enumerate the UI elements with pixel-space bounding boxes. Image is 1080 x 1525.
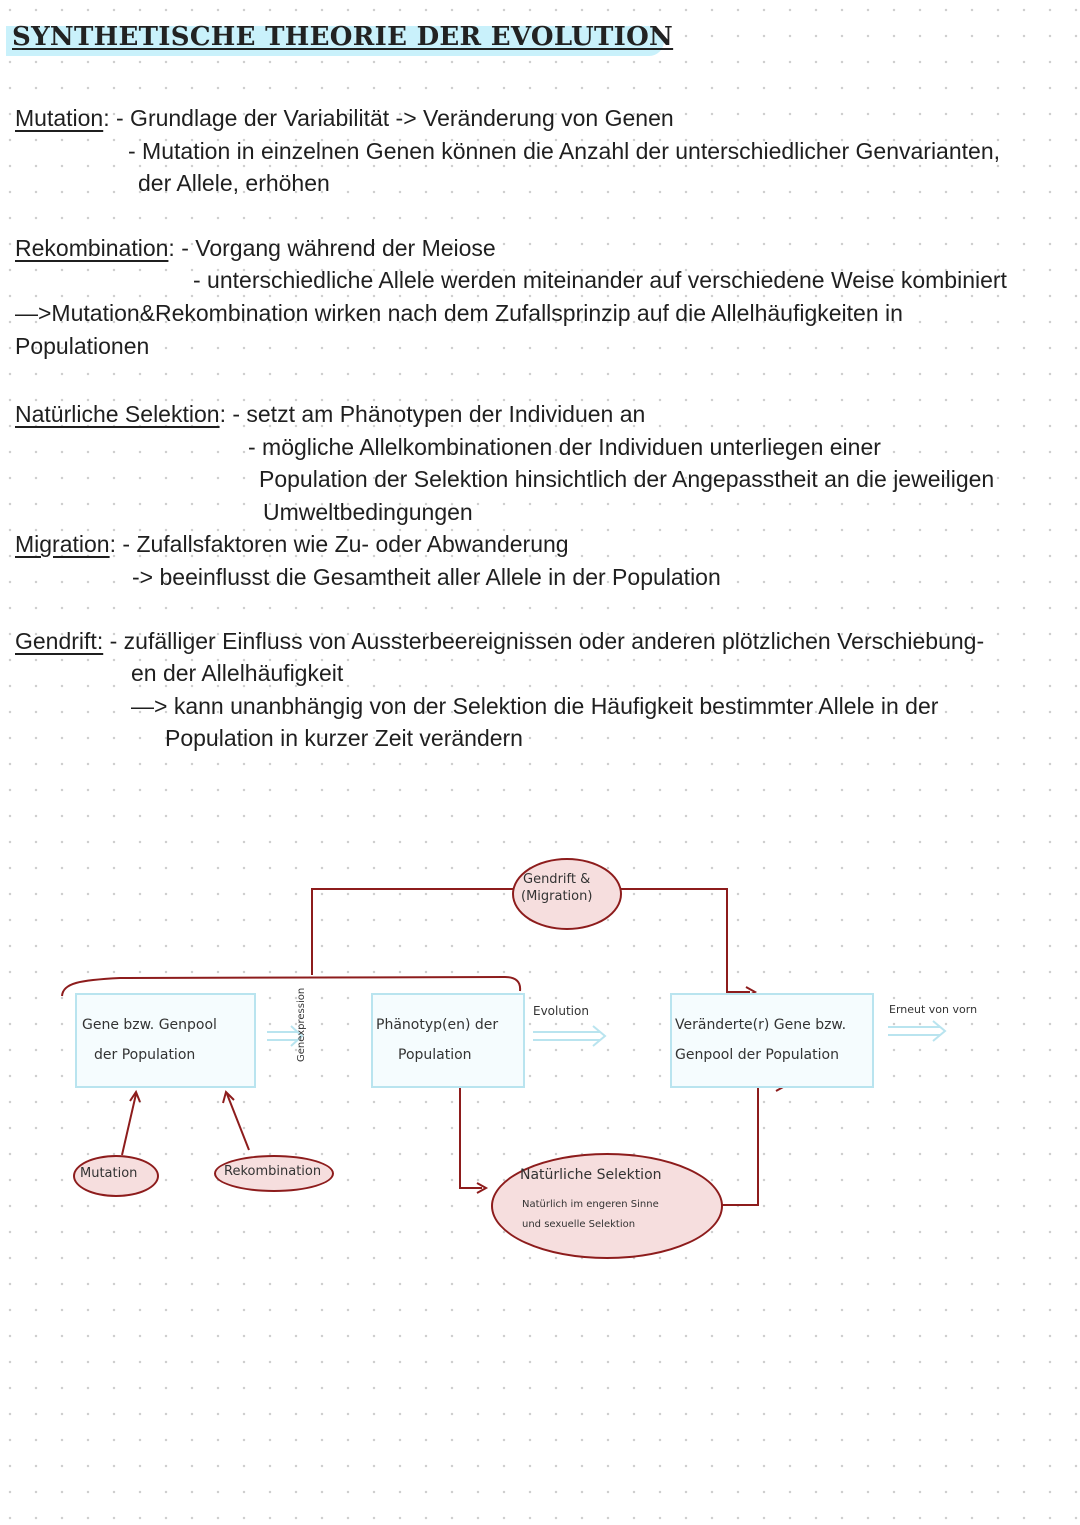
rekombination-line-3: —>Mutation&Rekombination wirken nach dem Zufallsprinzip auf die Allelhäufigkeiten in bbox=[15, 300, 903, 326]
gendrift-term: Gendrift: bbox=[15, 628, 104, 654]
phenotype-box-line-1: Phänotyp(en) der bbox=[376, 1017, 499, 1033]
gendrift-line-2: en der Allelhäufigkeit bbox=[131, 660, 344, 686]
rekombination-term: Rekombination bbox=[15, 235, 169, 261]
mutation-line-2: - Mutation in einzelnen Genen können die Anzahl der unterschiedlicher Genvarianten, bbox=[128, 138, 1001, 164]
drift-connector-left bbox=[312, 889, 513, 975]
natural-selection-title: Natürliche Selektion bbox=[520, 1167, 662, 1183]
gendrift-ellipse-line-1: Gendrift & bbox=[523, 872, 591, 887]
natural-selection-sub-1: Natürlich im engeren Sinne bbox=[522, 1199, 659, 1210]
rekombination-line-1: Rekombination: - Vorgang während der Meiose bbox=[15, 235, 496, 261]
genpool-box bbox=[75, 993, 256, 1088]
gendrift-ellipse-line-2: (Migration) bbox=[521, 889, 593, 904]
changed-genpool-box bbox=[670, 993, 874, 1088]
phenotype-box-line-2: Population bbox=[398, 1047, 472, 1063]
selektion-line-3: Population der Selektion hinsichtlich der Angepasstheit an die jeweiligen bbox=[259, 466, 995, 492]
mutation-ellipse-label: Mutation bbox=[80, 1166, 138, 1181]
migration-line-2: -> beeinflusst die Gesamtheit aller Allele in der Population bbox=[132, 564, 721, 590]
selektion-term: Natürliche Selektion bbox=[15, 401, 220, 427]
phenotype-box bbox=[371, 993, 525, 1088]
erneut-arrowhead bbox=[933, 1021, 945, 1041]
selektion-line-4: Umweltbedingungen bbox=[263, 499, 473, 525]
mutation-arrow bbox=[122, 1094, 136, 1155]
selection-connector-in bbox=[460, 1086, 482, 1188]
rekombination-line-2: - unterschiedliche Allele werden miteinander auf verschiedene Weise kombiniert bbox=[193, 267, 1007, 293]
mutation-line-3: der Allele, erhöhen bbox=[138, 170, 330, 196]
selection-connector-out bbox=[718, 1086, 780, 1205]
selektion-line-1: Natürliche Selektion: - setzt am Phänotypen der Individuen an bbox=[15, 401, 646, 427]
mutation-term: Mutation bbox=[15, 105, 104, 131]
rekombination-ellipse-label: Rekombination bbox=[224, 1164, 322, 1179]
genexpression-label: Genexpression bbox=[296, 987, 307, 1062]
rekombination-line-4: Populationen bbox=[15, 333, 150, 359]
drift-connector-right bbox=[617, 889, 750, 992]
migration-line-1: Migration: - Zufallsfaktoren wie Zu- oder Abwanderung bbox=[15, 531, 569, 557]
page-title: SYNTHETISCHE THEORIE DER EVOLUTION bbox=[12, 22, 674, 52]
migration-term: Migration bbox=[15, 531, 110, 557]
rekombination-arrow bbox=[227, 1094, 249, 1150]
genpool-box-line-1: Gene bzw. Genpool bbox=[82, 1017, 217, 1033]
gendrift-line-1: Gendrift: - zufälliger Einfluss von Aussterbeereignissen oder anderen plötzlichen Verschiebung- bbox=[15, 628, 985, 654]
gendrift-line-4: Population in kurzer Zeit verändern bbox=[165, 725, 523, 751]
selektion-line-2: - mögliche Allelkombinationen der Individuen unterliegen einer bbox=[248, 434, 881, 460]
changed-genpool-box-line-1: Veränderte(r) Gene bzw. bbox=[675, 1017, 847, 1033]
changed-genpool-box-line-2: Genpool der Population bbox=[675, 1047, 839, 1063]
mutation-line-1: Mutation: - Grundlage der Variabilität -> Veränderung von Genen bbox=[15, 105, 674, 131]
evolution-arrowhead bbox=[593, 1026, 605, 1046]
evolution-label: Evolution bbox=[533, 1004, 589, 1018]
erneut-label: Erneut von vorn bbox=[889, 1003, 978, 1016]
natural-selection-sub-2: und sexuelle Selektion bbox=[522, 1219, 636, 1230]
gendrift-line-3: —> kann unanbhängig von der Selektion die Häufigkeit bestimmter Allele in der bbox=[131, 693, 939, 719]
genpool-box-line-2: der Population bbox=[94, 1047, 196, 1063]
